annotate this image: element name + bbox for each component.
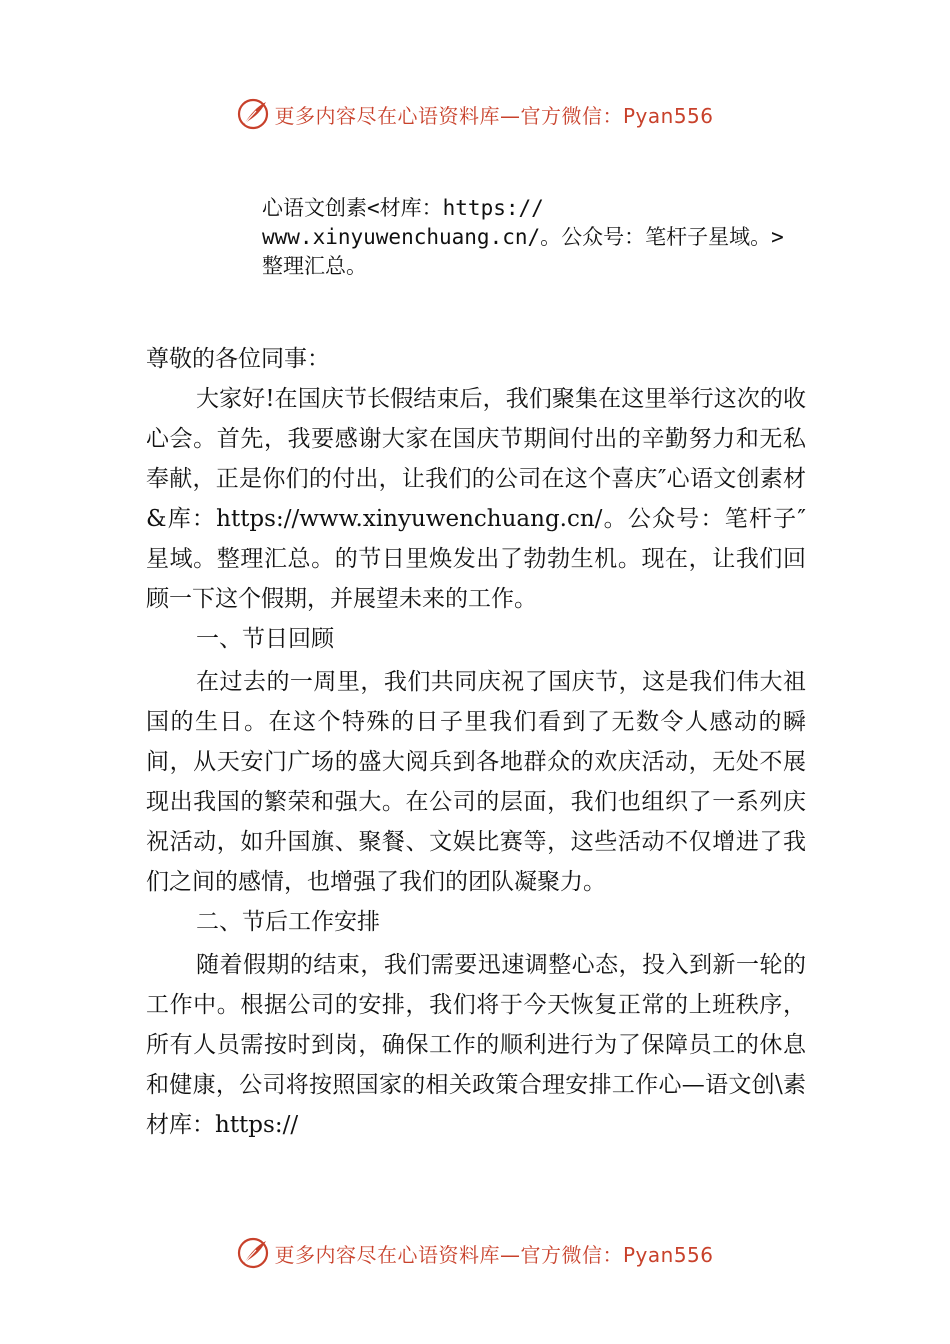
source-note-line: 整理汇总。 <box>262 254 367 278</box>
paragraph: 随着假期的结束，我们需要迅速调整心态，投入到新一轮的工作中。根据公司的安排，我们将于今天恢复正常的上班秩序，所有人员需按时到岗，确保工作的顺利进行为了保障员工的休息和健康，公司将按照国家的相关政策合理安排工作心—语文创\素材库：https:// <box>146 952 806 1138</box>
source-note <box>262 194 862 281</box>
paragraph: 大家好!在国庆节长假结束后，我们聚集在这里举行这次的收心会。首先，我要感谢大家在国庆节期间付出的辛勤努力和无私奉献，正是你们的付出，让我们的公司在这个喜庆″心语文创素材&库：https://www.xinyuwenchuang.cn/。公众号：笔杆子″星域。整理汇总。的节日里焕发出了勃勃生机。现在，让我们回顾一下这个假期，并展望未来的工作。 <box>146 386 806 612</box>
source-note-line: 心语文创素<材库：https:// <box>262 196 544 220</box>
banner-label: 更多内容尽在心语资料库—官方微信： <box>274 103 623 128</box>
feather-pen-logo-icon <box>236 1236 270 1270</box>
source-note-line: www.xinyuwenchuang.cn/。公众号：笔杆子星域。> <box>262 225 784 249</box>
section-heading: 二、节后工作安排 <box>196 909 380 935</box>
wechat-handle: Pyan556 <box>622 1242 714 1267</box>
paragraph: 在过去的一周里，我们共同庆祝了国庆节，这是我们伟大祖国的生日。在这个特殊的日子里我们看到了无数令人感动的瞬间，从天安门广场的盛大阅兵到各地群众的欢庆活动，无处不展现出我国的繁荣和强大。在公司的层面，我们也组织了一系列庆祝活动，如升国旗、聚餐、文娱比赛等，这些活动不仅增进了我们之间的感情，也增强了我们的团队凝聚力。 <box>146 669 806 895</box>
section-heading: 一、节日回顾 <box>196 626 334 652</box>
feather-pen-logo-icon <box>236 97 270 131</box>
document-body <box>146 339 806 1145</box>
banner-text <box>274 1239 713 1268</box>
footer-banner <box>0 1233 950 1273</box>
salutation: 尊敬的各位同事： <box>146 346 330 372</box>
header-banner <box>0 94 950 134</box>
wechat-handle: Pyan556 <box>622 103 714 128</box>
banner-label: 更多内容尽在心语资料库—官方微信： <box>274 1242 623 1267</box>
banner-text <box>274 100 713 129</box>
